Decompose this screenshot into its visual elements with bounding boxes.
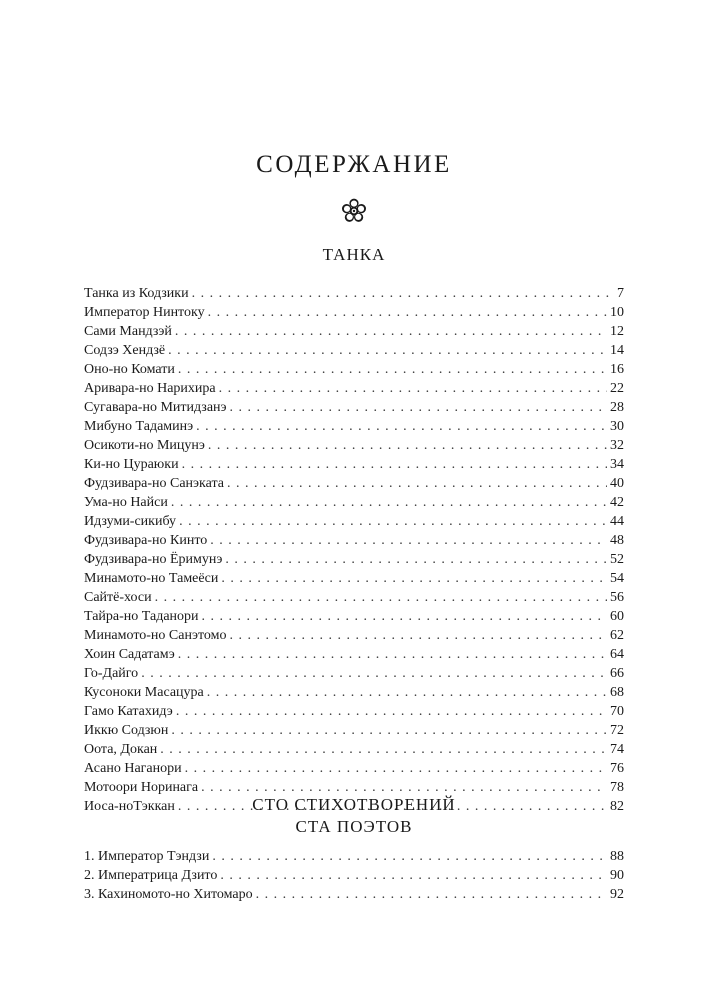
section-heading-hundred-poems [0,794,708,838]
entry-page-number: 70 [610,704,624,719]
entry-title: Сугавара-но Митидзанэ [84,400,227,415]
toc-entry[interactable] [84,550,624,569]
dot-leader [141,664,607,683]
dot-leader [220,866,607,885]
entry-page-number: 88 [610,849,624,864]
toc-entry[interactable] [84,417,624,436]
toc-entry[interactable] [84,588,624,607]
entry-page-number: 34 [610,457,624,472]
toc-entry[interactable] [84,759,624,778]
toc-list-hundred-poems [84,847,624,904]
entry-page-number: 40 [610,476,624,491]
dot-leader [219,379,607,398]
entry-title: Мибуно Тадаминэ [84,419,194,434]
dot-leader [196,417,607,436]
entry-title: Асано Наганори [84,761,182,776]
toc-entry[interactable] [84,866,624,885]
dot-leader [178,360,607,379]
entry-page-number: 62 [610,628,624,643]
entry-title: Иккю Содзюн [84,723,169,738]
dot-leader [175,322,607,341]
section-heading-line: ТАНКА [322,245,386,264]
entry-title: Гамо Катахидэ [84,704,173,719]
toc-entry[interactable] [84,645,624,664]
entry-title: Минамото-но Санэтомо [84,628,227,643]
toc-entry[interactable] [84,474,624,493]
entry-title: 2. Императрица Дзито [84,868,218,883]
dot-leader [208,303,607,322]
entry-title: Кусоноки Масацура [84,685,204,700]
section-heading-tanka [0,244,708,266]
dot-leader [176,702,607,721]
toc-list-tanka [84,284,624,816]
entry-title: Ума-но Найси [84,495,168,510]
dot-leader [210,531,607,550]
entry-title: Мотоори Норинага [84,780,199,795]
entry-title: Иоса-ноТэккан [84,799,175,814]
dot-leader [182,455,607,474]
entry-title: Осикоти-но Мицунэ [84,438,205,453]
entry-title: Аривара-но Нарихира [84,381,216,396]
entry-page-number: 78 [610,780,624,795]
toc-entry[interactable] [84,664,624,683]
toc-entry[interactable] [84,569,624,588]
toc-entry[interactable] [84,702,624,721]
flower-ornament-icon [341,198,367,224]
toc-entry[interactable] [84,721,624,740]
toc-entry[interactable] [84,493,624,512]
entry-page-number: 74 [610,742,624,757]
dot-leader [192,284,614,303]
toc-entry[interactable] [84,284,624,303]
dot-leader [230,398,607,417]
toc-entry[interactable] [84,379,624,398]
entry-page-number: 22 [610,381,624,396]
dot-leader [160,740,607,759]
dot-leader [171,721,607,740]
entry-page-number: 68 [610,685,624,700]
entry-page-number: 92 [610,887,624,902]
toc-entry[interactable] [84,607,624,626]
dot-leader [185,759,607,778]
entry-title: Оно-но Комати [84,362,175,377]
dot-leader [230,626,608,645]
dot-leader [202,607,607,626]
dot-leader [208,436,607,455]
page-title: СОДЕРЖАНИЕ [256,151,452,178]
toc-entry[interactable] [84,398,624,417]
section-heading-line: СТА ПОЭТОВ [295,817,413,836]
entry-page-number: 10 [610,305,624,320]
entry-title: Сайтё-хоси [84,590,152,605]
dot-leader [168,341,607,360]
dot-leader [178,645,607,664]
toc-entry[interactable] [84,740,624,759]
entry-title: Сами Мандзэй [84,324,172,339]
toc-entry[interactable] [84,885,624,904]
entry-page-number: 66 [610,666,624,681]
entry-title: Фудзивара-но Ёримунэ [84,552,223,567]
entry-title: Танка из Кодзики [84,286,189,301]
toc-entry[interactable] [84,303,624,322]
entry-page-number: 28 [610,400,624,415]
toc-entry[interactable] [84,360,624,379]
entry-page-number: 7 [617,286,624,301]
entry-title: 3. Кахиномото-но Хитомаро [84,887,253,902]
entry-page-number: 90 [610,868,624,883]
entry-title: Тайра-но Таданори [84,609,199,624]
entry-page-number: 82 [610,799,624,814]
entry-page-number: 16 [610,362,624,377]
entry-page-number: 52 [610,552,624,567]
dot-leader [212,847,607,866]
entry-title: Ки-но Цураюки [84,457,179,472]
dot-leader [207,683,607,702]
dot-leader [225,550,607,569]
entry-page-number: 72 [610,723,624,738]
entry-title: Го-Дайго [84,666,139,681]
toc-entry[interactable] [84,455,624,474]
toc-entry[interactable] [84,847,624,866]
entry-title: Содзэ Хендзё [84,343,166,358]
dot-leader [221,569,607,588]
toc-entry[interactable] [84,531,624,550]
entry-page-number: 54 [610,571,624,586]
toc-entry[interactable] [84,436,624,455]
entry-title: Фудзивара-но Санэката [84,476,224,491]
entry-page-number: 12 [610,324,624,339]
entry-title: 1. Император Тэндзи [84,849,210,864]
toc-entry[interactable] [84,683,624,702]
dot-leader [155,588,607,607]
entry-page-number: 56 [610,590,624,605]
entry-title: Минамото-но Тамеёси [84,571,219,586]
toc-entry[interactable] [84,341,624,360]
entry-title: Хоин Садатамэ [84,647,175,662]
entry-page-number: 48 [610,533,624,548]
entry-title: Император Нинтоку [84,305,205,320]
entry-page-number: 30 [610,419,624,434]
entry-page-number: 14 [610,343,624,358]
entry-page-number: 64 [610,647,624,662]
dot-leader [179,512,607,531]
entry-page-number: 32 [610,438,624,453]
entry-title: Идзуми-сикибу [84,514,177,529]
entry-title: Фудзивара-но Кинто [84,533,208,548]
entry-page-number: 60 [610,609,624,624]
entry-title: Оота, Докан [84,742,158,757]
dot-leader [171,493,607,512]
entry-page-number: 76 [610,761,624,776]
entry-page-number: 42 [610,495,624,510]
toc-entry[interactable] [84,626,624,645]
toc-entry[interactable] [84,322,624,341]
dot-leader [256,885,607,904]
dot-leader [227,474,607,493]
toc-entry[interactable] [84,512,624,531]
section-heading-line: СТО СТИХОТВОРЕНИЙ [252,795,456,814]
entry-page-number: 44 [610,514,624,529]
